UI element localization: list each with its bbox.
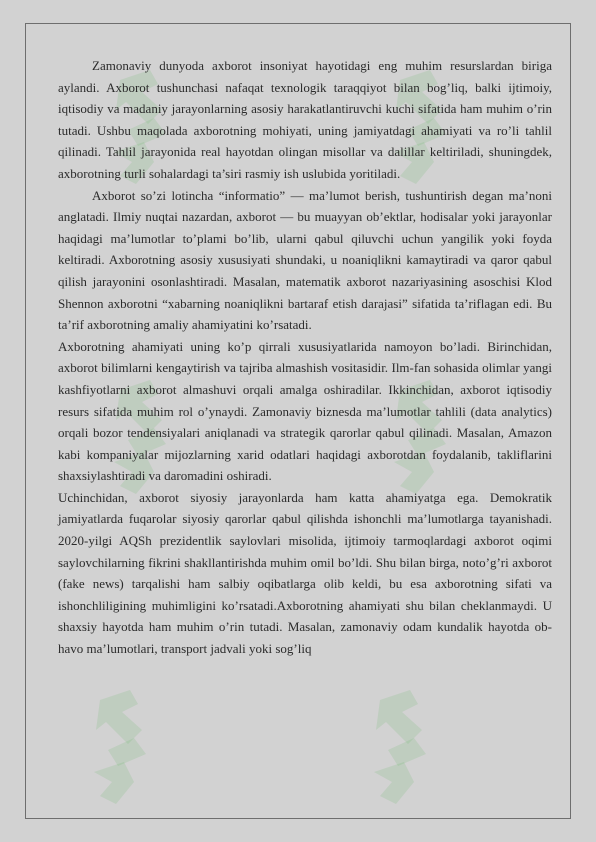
paragraph-definition: Axborot so’zi lotincha “informatio” — ma’lumot berish, tushuntirish degan ma’noni anglatadi. Ilmiy nuqtai nazardan, axborot — bu muayyan ob’ektlar, hodisalar yoki jarayonlar haqidagi ma’lumotlar to’plami bo’lib, ularni qabul qiluvchi uchun yangilik yoki foyda keltiradi. Axborotning asosiy xususiyati shundaki, u noaniqlikni kamaytiradi va qaror qabul qilish jarayonini osonlashtiradi. Masalan, matematik axborot nazariyasining asoschisi Klod Shennon axborotni “xabarning noaniqlikni bartaraf etish darajasi” sifatida ta’riflagan edi. Bu ta’rif axborotning amaliy ahamiyatini ko’rsatadi. xyxy=(58,187,552,333)
document-body xyxy=(58,55,552,660)
paragraph-politics: Uchinchidan, axborot siyosiy jarayonlarda ham katta ahamiyatga ega. Demokratik jamiyatlarda fuqarolar siyosiy qarorlar qabul qilishda ishonchli ma’lumotlarga tayanishadi. 2020-yilgi AQSh prezidentlik saylovlari misolida, ijtimoiy tarmoqlardagi axborot oqimi saylovchilarning fikrini shakllantirishda muhim omil bo’ldi. Shu bilan birga, noto’g’ri axborot (fake news) tarqalishi ham salbiy oqibatlarga olib keldi, bu esa axborotning sifati va ishonchliligining muhimligini ko’rsatadi.Axborotning ahamiyati shu bilan cheklanmaydi. U shaxsiy hayotda ham muhim o’rin tutadi. Masalan, zamonaviy odam kundalik hayotda ob-havo ma’lumotlari, transport jadvali yoki sog’liq xyxy=(58,489,552,657)
paragraph-importance: Axborotning ahamiyati uning ko’p qirrali xususiyatlarida namoyon bo’ladi. Birinchidan, axborot bilimlarni kengaytirish va tajriba almashish vositasidir. Ilm-fan sohasida olimlar yangi kashfiyotlarni axborot almashuvi orqali amalga oshiradilar. Ikkinchidan, axborot iqtisodiy resurs sifatida muhim rol o’ynaydi. Zamonaviy biznesda ma’lumotlar tahlili (data analytics) orqali bozor tendensiyalari aniqlanadi va strategik qarorlar qabul qilinadi. Masalan, Amazon kabi kompaniyalar mijozlarning xarid odatlari haqidagi axborotdan foydalanib, takliflarini shaxsiylashtiradi va daromadini oshiradi. xyxy=(58,338,552,484)
paragraph-intro: Zamonaviy dunyoda axborot insoniyat hayotidagi eng muhim resurslardan biriga aylandi. Axborot tushunchasi nafaqat texnologik taraqqiyot bilan bog’liq, balki ijtimoiy, iqtisodiy va madaniy jarayonlarning asosiy harakatlantiruvchi kuchi sifatida ham muhim o’rin tutadi. Ushbu maqolada axborotning mohiyati, uning jamiyatdagi ahamiyati va ro’li tahlil qilinadi. Tahlil jarayonida real hayotdan olingan misollar va dalillar keltiriladi, shuningdek, axborotning turli sohalardagi ta’siri rasmiy ish uslubida yoritiladi. xyxy=(58,58,552,181)
